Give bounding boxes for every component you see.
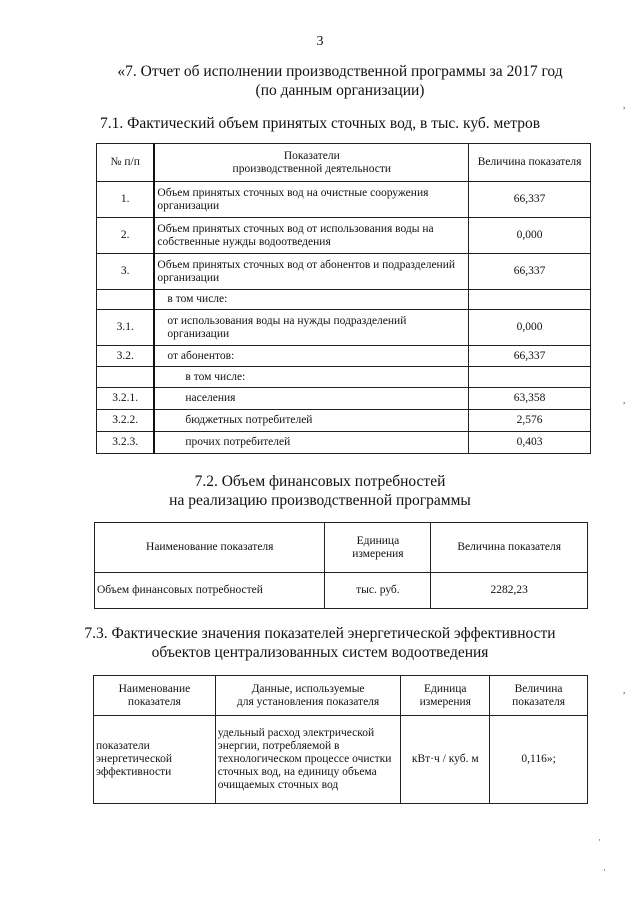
col-header-value-line2: показателя [512, 695, 566, 708]
row-value: 0,116»; [490, 716, 588, 804]
col-header-unit-line1: Единица [423, 682, 467, 695]
scan-mark: , [623, 685, 626, 695]
row-num: 3.1. [97, 310, 155, 346]
row-num: 3.2.1. [97, 388, 155, 410]
table-header-row [94, 676, 588, 716]
row-indicator: от использования воды на нужды подразделений организации [154, 310, 468, 346]
col-header-name-line2: показателя [127, 695, 181, 708]
row-num: 3.2.3. [97, 432, 155, 454]
table-row [97, 432, 591, 454]
section-71-title: 7.1. Фактический объем принятых сточных вод, в тыс. куб. метров [99, 115, 541, 132]
table-row [97, 346, 591, 367]
col-header-indicator-line2: производственной деятельности [232, 162, 392, 175]
row-num [97, 367, 155, 388]
col-header-indicator [154, 144, 468, 182]
table-row [97, 290, 591, 310]
row-name: Объем финансовых потребностей [95, 573, 325, 609]
row-indicator: Объем принятых сточных вод от абонентов и подразделений организации [154, 254, 468, 290]
table-row [97, 254, 591, 290]
col-header-value: Величина показателя [431, 523, 588, 573]
scan-mark: , [623, 395, 626, 405]
col-header-value [490, 676, 588, 716]
row-value: 66,337 [469, 254, 591, 290]
col-header-unit [401, 676, 490, 716]
row-num: 3.2. [97, 346, 155, 367]
table-header-row [95, 523, 588, 573]
row-indicator: Объем принятых сточных вод от использования воды на собственные нужды водоотведения [154, 218, 468, 254]
table-row [97, 388, 591, 410]
table-row [97, 410, 591, 432]
row-value: 0,000 [469, 218, 591, 254]
row-indicator: от абонентов: [154, 346, 468, 367]
col-header-unit-line1: Единица [356, 534, 400, 547]
row-unit: кВт·ч / куб. м [401, 716, 490, 804]
row-value: 66,337 [469, 346, 591, 367]
row-value [469, 290, 591, 310]
table-header-row [97, 144, 591, 182]
row-value: 0,403 [469, 432, 591, 454]
financial-needs-table [94, 522, 588, 609]
row-value: 66,337 [469, 182, 591, 218]
row-value: 2282,23 [431, 573, 588, 609]
col-header-name [94, 676, 216, 716]
row-indicator: бюджетных потребителей [154, 410, 468, 432]
row-num: 2. [97, 218, 155, 254]
section-72-title-line1: 7.2. Объем финансовых потребностей [194, 473, 446, 490]
row-num: 3. [97, 254, 155, 290]
row-value: 2,576 [469, 410, 591, 432]
table-row [97, 218, 591, 254]
report-heading [60, 62, 620, 100]
col-header-value: Величина показателя [469, 144, 591, 182]
scan-mark: · [603, 865, 606, 875]
row-indicator: прочих потребителей [154, 432, 468, 454]
section-73-title-line2: объектов централизованных систем водоотведения [151, 644, 489, 661]
row-indicator: Объем принятых сточных вод на очистные сооружения организации [154, 182, 468, 218]
row-unit: тыс. руб. [325, 573, 431, 609]
col-header-data-line2: для установления показателя [236, 695, 380, 708]
section-73-title-line1: 7.3. Фактические значения показателей энергетической эффективности [84, 625, 556, 642]
wastewater-volume-table [96, 143, 591, 454]
report-heading-line1: «7. Отчет об исполнении производственной программы за 2017 год [117, 63, 563, 80]
row-indicator: в том числе: [154, 367, 468, 388]
scan-mark: · [598, 835, 601, 845]
row-name: показатели энергетической эффективности [94, 716, 216, 804]
table-row [95, 573, 588, 609]
row-indicator: населения [154, 388, 468, 410]
section-73-title [40, 624, 600, 662]
col-header-unit [325, 523, 431, 573]
col-header-unit-line2: измерения [352, 547, 404, 560]
energy-efficiency-table [93, 675, 588, 804]
row-indicator: в том числе: [154, 290, 468, 310]
table-row [97, 182, 591, 218]
col-header-value-line1: Величина [514, 682, 563, 695]
table-row [97, 310, 591, 346]
report-heading-line2: (по данным организации) [255, 82, 425, 99]
row-num: 1. [97, 182, 155, 218]
table-row [94, 716, 588, 804]
col-header-unit-line2: измерения [419, 695, 471, 708]
col-header-data-line1: Данные, используемые [251, 682, 365, 695]
row-num: 3.2.2. [97, 410, 155, 432]
col-header-name: Наименование показателя [95, 523, 325, 573]
col-header-name-line1: Наименование [118, 682, 191, 695]
section-72-title-line2: на реализацию производственной программы [169, 492, 471, 509]
row-data: удельный расход электрической энергии, потребляемой в технологическом процессе очистки сточных вод, на единицу объема очищаемых сточных вод [215, 716, 401, 804]
page-number: 3 [316, 34, 324, 49]
col-header-num: № п/п [97, 144, 155, 182]
col-header-indicator-line1: Показатели [283, 149, 340, 162]
row-value: 0,000 [469, 310, 591, 346]
row-value: 63,358 [469, 388, 591, 410]
scan-mark: , [623, 100, 626, 110]
section-72-title [40, 472, 600, 510]
table-row [97, 367, 591, 388]
row-num [97, 290, 155, 310]
row-value [469, 367, 591, 388]
col-header-data [215, 676, 401, 716]
